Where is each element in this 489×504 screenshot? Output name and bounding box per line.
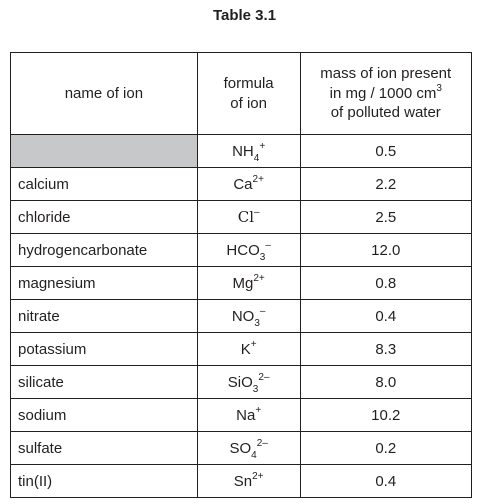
ion-formula-cell: [197, 432, 300, 465]
table-row: [11, 465, 472, 498]
header-mass-line1: mass of ion present: [320, 65, 452, 83]
table-row: [11, 168, 472, 201]
ion-formula-cell: [197, 366, 300, 399]
ion-name-cell: magnesium: [11, 267, 198, 300]
formula-base: Na: [236, 406, 256, 424]
ion-mass-cell: 0.2: [300, 432, 471, 465]
formula-charge: –: [259, 305, 266, 317]
ion-name-cell: silicate: [11, 366, 198, 399]
ion-mass-cell: 0.8: [300, 267, 471, 300]
ion-name-cell: potassium: [11, 333, 198, 366]
ion-mass-cell: 0.5: [300, 135, 471, 168]
ion-mass-cell: 2.2: [300, 168, 471, 201]
formula-subscript: 3: [252, 383, 259, 395]
header-mass: [300, 53, 471, 135]
formula-base: Sn: [233, 472, 253, 490]
formula-charge: 2–: [258, 371, 270, 383]
table-row: [11, 432, 472, 465]
header-formula-line1: formula: [223, 75, 274, 92]
ion-mass-cell: 0.4: [300, 465, 471, 498]
ion-name-cell: sulfate: [11, 432, 198, 465]
table-row: [11, 267, 472, 300]
ion-mass-cell: 12.0: [300, 234, 471, 267]
formula-subscript: 4: [253, 152, 260, 164]
formula-charge: –: [265, 239, 271, 251]
table-row: [11, 300, 472, 333]
formula-charge: 2+: [252, 173, 264, 185]
ion-name-cell: calcium: [11, 168, 198, 201]
ion-formula-cell: [197, 465, 300, 498]
header-mass-line3: of polluted water: [330, 104, 441, 122]
ion-formula-cell: [197, 300, 300, 333]
ion-name-cell: chloride: [11, 201, 198, 234]
ion-mass-cell: 8.3: [300, 333, 471, 366]
ion-mass-cell: 10.2: [300, 399, 471, 432]
ion-formula-cell: [197, 267, 300, 300]
ion-table: [10, 52, 472, 498]
header-formula-line2: of ion: [230, 94, 267, 112]
formula-base: Cl: [237, 208, 254, 226]
header-mass-line2: in mg / 1000 cm: [329, 84, 437, 102]
formula-subscript: 4: [251, 449, 257, 461]
formula-charge: 2–: [256, 437, 268, 449]
header-formula: [197, 53, 300, 135]
ion-formula-cell: [197, 168, 300, 201]
ion-mass-cell: 2.5: [300, 201, 471, 234]
formula-charge: +: [250, 338, 257, 350]
formula-charge: 2+: [252, 470, 264, 482]
table-row: [11, 333, 472, 366]
ion-formula-cell: [197, 234, 300, 267]
formula-base: NO: [231, 307, 255, 325]
table-row: [11, 135, 472, 168]
formula-charge: 2+: [253, 272, 265, 284]
formula-base: K: [240, 340, 251, 358]
table-caption: Table 3.1: [212, 7, 277, 24]
formula-subscript: 3: [259, 251, 266, 263]
header-mass-unit-sup: 3: [436, 82, 442, 94]
header-row: [11, 53, 472, 135]
formula-base: Mg: [232, 274, 254, 292]
ion-name-cell: sodium: [11, 399, 198, 432]
ion-mass-cell: 0.4: [300, 300, 471, 333]
ion-formula-cell: [197, 333, 300, 366]
ion-mass-cell: 8.0: [300, 366, 471, 399]
formula-base: NH: [232, 142, 254, 160]
table-row: [11, 366, 472, 399]
ion-name-cell: nitrate: [11, 300, 198, 333]
formula-base: HCO: [226, 241, 260, 259]
formula-base: SiO: [227, 373, 253, 391]
table-row: [11, 399, 472, 432]
formula-charge: +: [255, 404, 262, 416]
ion-name-cell: hydrogencarbonate: [11, 234, 198, 267]
header-name-of-ion: name of ion: [11, 53, 198, 135]
ion-formula-cell: [197, 135, 300, 168]
formula-subscript: 3: [254, 317, 260, 329]
formula-base: SO: [229, 439, 252, 457]
ion-name-cell: tin(II): [11, 465, 198, 498]
ion-formula-cell: [197, 399, 300, 432]
ion-formula-cell: [197, 201, 300, 234]
table-row: [11, 201, 472, 234]
ion-name-cell-shaded: [11, 135, 198, 168]
formula-base: Ca: [233, 175, 253, 193]
table-row: [11, 234, 472, 267]
formula-charge: –: [254, 207, 260, 218]
formula-charge: +: [259, 140, 266, 152]
